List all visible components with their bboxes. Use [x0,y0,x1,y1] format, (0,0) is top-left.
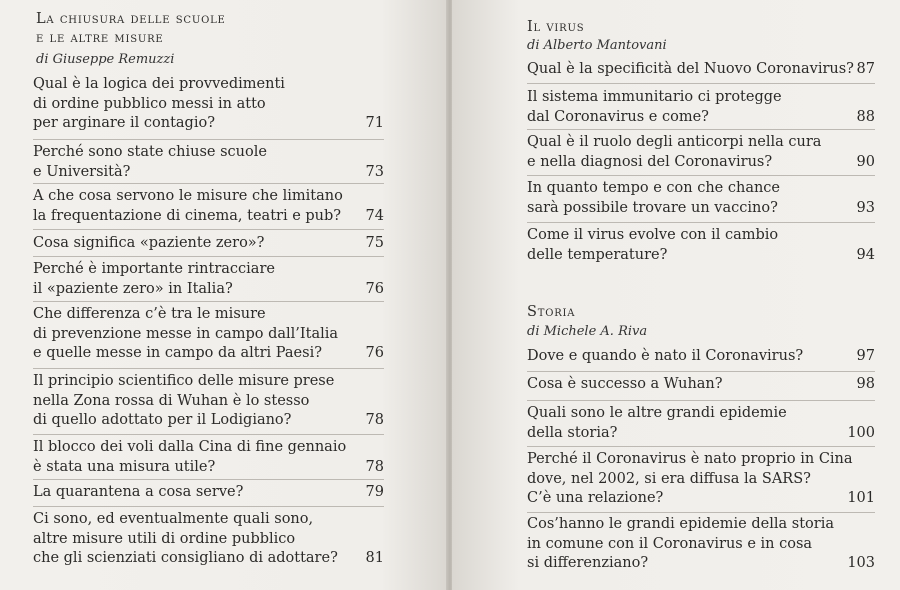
entry-divider [527,371,875,372]
toc-page-number: 79 [365,484,384,500]
toc-entry[interactable] [33,372,384,431]
toc-page-number: 76 [365,345,384,361]
toc-question: Perché il Coronavirus è nato proprio in Cina dove, nel 2002, si era diffusa la SARS? C’è una relazione? [527,451,853,506]
toc-question: Ci sono, ed eventualmente quali sono, altre misure utili di ordine pubblico che gli scienziati consigliano di adottare? [33,511,338,566]
toc-question: Qual è la specificità del Nuovo Coronavirus? [527,61,854,77]
toc-question: Cos’hanno le grandi epidemie della storia in comune con il Coronavirus e in cosa si differenziano? [527,516,834,571]
entry-divider [33,301,384,302]
toc-question: In quanto tempo e con che chance sarà possibile trovare un vaccino? [527,180,781,216]
toc-entry[interactable] [527,88,875,127]
toc-page-number: 101 [847,490,875,506]
section-title-chiusura: La chiusura delle scuole e le altre misure [36,11,226,46]
toc-page-number: 87 [856,61,875,77]
toc-entry[interactable] [527,133,875,172]
section-author-mantovani: di Alberto Mantovani [527,38,667,53]
toc-page-number: 93 [856,199,875,216]
toc-entry[interactable] [33,483,384,503]
toc-entry[interactable] [527,375,875,395]
toc-page-number: 88 [856,108,875,125]
toc-entry[interactable] [527,450,875,509]
entry-divider [527,175,875,176]
toc-entry[interactable] [527,226,875,265]
toc-page-number: 71 [365,115,384,131]
entry-divider [33,434,384,435]
entry-divider [33,479,384,480]
toc-question: La quarantena a cosa serve? [33,484,244,500]
toc-entry[interactable] [33,260,384,299]
entry-divider [527,446,875,447]
toc-question: Cosa è successo a Wuhan? [527,376,723,392]
toc-entry[interactable] [33,234,384,254]
left-page [0,0,448,590]
entry-divider [527,512,875,513]
toc-question: Il blocco dei voli dalla Cina di fine gennaio è stata una misura utile? [33,439,347,475]
toc-page-number: 98 [856,376,875,392]
entry-divider [527,129,875,130]
toc-question: Come il virus evolve con il cambio delle temperature? [527,227,779,263]
toc-page-number: 97 [856,348,875,364]
entry-divider [33,139,384,140]
toc-question: Perché sono state chiuse scuole e Università? [33,144,267,180]
toc-question: Che differenza c’è tra le misure di prevenzione messe in campo dall’Italia e quelle messe in campo da altri Paesi? [33,306,339,361]
entry-divider [33,506,384,507]
entry-divider [33,229,384,230]
toc-entry[interactable] [33,187,384,226]
entry-divider [527,83,875,84]
toc-entry[interactable] [33,143,384,182]
toc-question: Quali sono le altre grandi epidemie della storia? [527,405,787,441]
toc-page-number: 100 [847,424,875,441]
toc-page-number: 74 [365,207,384,224]
toc-question: Qual è il ruolo degli anticorpi nella cura e nella diagnosi del Coronavirus? [527,134,822,170]
toc-question: Cosa significa «paziente zero»? [33,235,265,251]
entry-divider [33,368,384,369]
toc-page-number: 75 [365,235,384,251]
toc-page-number: 94 [856,246,875,263]
toc-entry[interactable] [527,347,875,367]
toc-page-number: 81 [365,550,384,566]
toc-entry[interactable] [33,438,384,477]
entry-divider [33,183,384,184]
toc-page-number: 73 [365,163,384,180]
section-title-virus: Il virus [527,19,585,35]
toc-entry[interactable] [527,404,875,443]
toc-question: A che cosa servono le misure che limitano la frequentazione di cinema, teatri e pub? [33,188,343,224]
toc-question: Il sistema immunitario ci protegge dal Coronavirus e come? [527,89,782,125]
toc-page-number: 103 [847,555,875,571]
toc-page-number: 90 [856,153,875,170]
toc-entry[interactable] [33,510,384,569]
right-page [452,0,900,590]
toc-question: Il principio scientifico delle misure prese nella Zona rossa di Wuhan è lo stesso di quello adottato per il Lodigiano? [33,373,335,428]
toc-question: Dove e quando è nato il Coronavirus? [527,348,804,364]
toc-entry[interactable] [33,305,384,364]
toc-entry[interactable] [527,179,875,218]
toc-entry[interactable] [33,75,384,134]
entry-divider [527,222,875,223]
toc-entry[interactable] [527,515,875,574]
toc-entry[interactable] [527,60,875,80]
entry-divider [527,400,875,401]
toc-question: Qual è la logica dei provvedimenti di ordine pubblico messi in atto per arginare il contagio? [33,76,285,131]
toc-page-number: 78 [365,458,384,475]
toc-page-number: 76 [365,280,384,297]
section-title-storia: Storia [527,304,576,320]
section-author-riva: di Michele A. Riva [527,324,648,339]
toc-question: Perché è importante rintracciare il «paziente zero» in Italia? [33,261,275,297]
entry-divider [33,256,384,257]
section-author-remuzzi: di Giuseppe Remuzzi [36,52,175,67]
toc-page-number: 78 [365,412,384,428]
